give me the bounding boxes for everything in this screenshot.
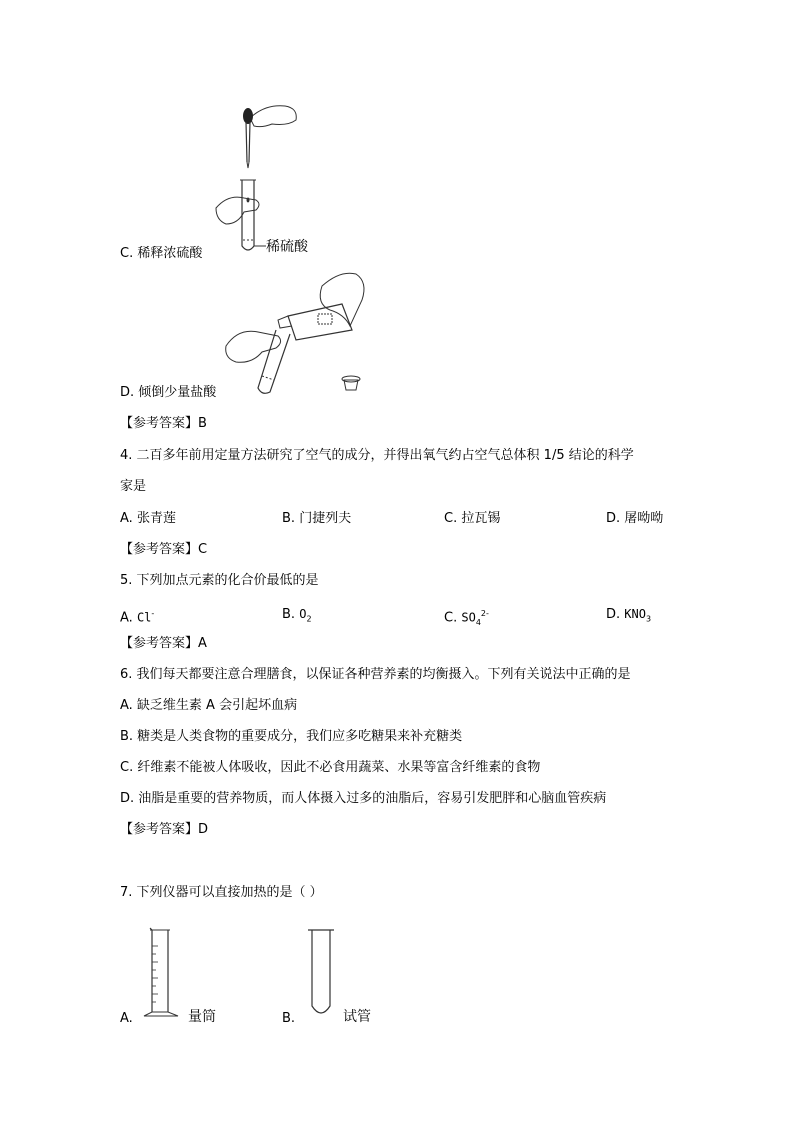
q5-answer: 【参考答案】A bbox=[120, 636, 207, 651]
q5-option-a-charge: - bbox=[151, 609, 155, 618]
q4-option-d-text: 屠呦呦 bbox=[624, 511, 664, 526]
q5-option-d-formula: KNO bbox=[624, 607, 646, 621]
q4-option-c-text: 拉瓦锡 bbox=[461, 511, 501, 526]
q5-option-d-label: D. bbox=[606, 607, 621, 622]
q4-option-a-label: A. bbox=[120, 511, 133, 526]
q6-option-a: A. 缺乏维生素 A 会引起坏血病 bbox=[120, 698, 298, 713]
q5-option-b-label: B. bbox=[282, 607, 296, 622]
q6-option-d: D. 油脂是重要的营养物质，而人体摄入过多的油脂后，容易引发肥胖和心脑血管疾病 bbox=[120, 791, 607, 806]
q3-option-c-label: C. bbox=[120, 246, 134, 261]
q4-option-d bbox=[606, 510, 663, 528]
q4-option-c-label: C. bbox=[444, 511, 458, 526]
q4-option-c bbox=[444, 510, 500, 528]
q4-option-b-label: B. bbox=[282, 511, 296, 526]
q4-option-d-label: D. bbox=[606, 511, 621, 526]
q5-option-b bbox=[282, 605, 312, 629]
q7-option-a-caption: 量筒 bbox=[188, 1009, 216, 1025]
q6-option-b: B. 糖类是人类食物的重要成分，我们应多吃糖果来补充糖类 bbox=[120, 729, 463, 744]
q3-option-d bbox=[120, 384, 216, 402]
q4-option-a bbox=[120, 510, 176, 528]
q5-option-a-label: A. bbox=[120, 610, 133, 626]
q3-option-d-label: D. bbox=[120, 385, 135, 400]
q6-option-c: C. 纤维素不能被人体吸收，因此不必食用蔬菜、水果等富含纤维素的食物 bbox=[120, 760, 541, 775]
q3-option-c bbox=[120, 245, 202, 263]
q4-answer: 【参考答案】C bbox=[120, 542, 208, 557]
q5-option-c-charge: 2- bbox=[480, 609, 489, 618]
q4-option-b bbox=[282, 510, 351, 528]
q6-answer: 【参考答案】D bbox=[120, 822, 209, 837]
q7-stem: 7. 下列仪器可以直接加热的是（ ） bbox=[120, 885, 323, 900]
q4-stem-line2: 家是 bbox=[120, 479, 147, 494]
q7-option-b-label: B. bbox=[282, 1011, 296, 1026]
q3-answer: 【参考答案】B bbox=[120, 416, 207, 431]
graduated-cylinder-figure bbox=[140, 926, 190, 1026]
pour-hydrochloric-acid-figure bbox=[222, 266, 372, 398]
q5-option-c-label: C. bbox=[444, 610, 458, 626]
q6-stem: 6. 我们每天都要注意合理膳食，以保证各种营养素的均衡摄入。下列有关说法中正确的是 bbox=[120, 667, 631, 682]
q5-option-a bbox=[120, 605, 154, 627]
q3-option-d-text: 倾倒少量盐酸 bbox=[138, 385, 217, 400]
q7-option-b-caption: 试管 bbox=[343, 1009, 371, 1025]
q5-option-d bbox=[606, 605, 651, 629]
q5-option-a-formula: Cl bbox=[136, 610, 152, 625]
q4-option-b-text: 门捷列夫 bbox=[299, 511, 352, 526]
q5-stem: 5. 下列加点元素的化合价最低的是 bbox=[120, 573, 319, 588]
q5-option-b-subscript: 2 bbox=[306, 614, 312, 624]
q5-option-c-subscript: 4 bbox=[475, 617, 481, 627]
q4-stem-line1: 4. 二百多年前用定量方法研究了空气的成分，并得出氧气约占空气总体积 1/5 结论的科学 bbox=[120, 448, 634, 463]
q5-option-c bbox=[444, 605, 489, 632]
dilute-sulfuric-acid-figure bbox=[210, 100, 310, 260]
q5-option-d-subscript: 3 bbox=[645, 614, 652, 624]
q5-option-b-formula: O bbox=[299, 607, 307, 621]
q3-option-c-figure-caption: 稀硫酸 bbox=[266, 239, 308, 255]
q4-option-a-text: 张青莲 bbox=[136, 511, 176, 526]
test-tube-figure bbox=[302, 926, 342, 1026]
q3-option-c-text: 稀释浓硫酸 bbox=[137, 246, 203, 261]
q5-option-c-formula: SO bbox=[461, 610, 476, 625]
q7-option-a-label: A. bbox=[120, 1011, 133, 1026]
